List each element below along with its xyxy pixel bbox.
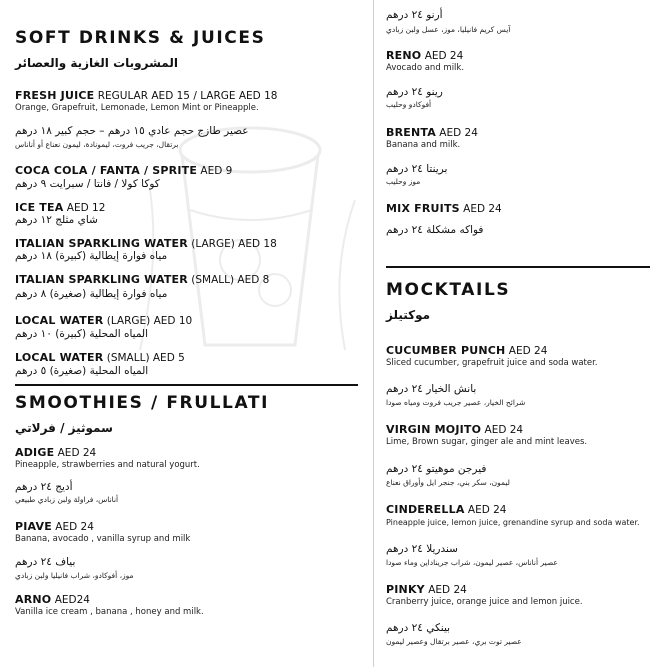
item-name: BRENTA [386, 126, 436, 139]
section-divider [15, 384, 358, 386]
menu-item [15, 351, 185, 365]
menu-item [386, 583, 467, 597]
item-description: Cranberry juice, orange juice and lemon juice. [386, 597, 583, 607]
item-description: Sliced cucumber, grapefruit juice and soda water. [386, 358, 598, 368]
menu-item [386, 344, 547, 358]
item-name-ar: المياه المحلية (كبيرة) ١٠ درهم [15, 328, 149, 340]
item-price: AED 24 [424, 50, 464, 62]
menu-item [15, 446, 96, 460]
item-name: ARNO [15, 593, 52, 606]
menu-item [15, 201, 105, 215]
item-description-ar: عصير أناناس، عصير ليمون، شراب جريناداين وماء صودا [386, 558, 558, 567]
item-description-ar: أناناس، فراولة ولبن زبادي طبيعي [15, 495, 119, 504]
item-price: AED 12 [66, 202, 106, 214]
menu-item [15, 89, 277, 103]
item-description: Pineapple juice, lemon juice, grenandine syrup and soda water. [386, 518, 640, 527]
item-description-ar: أفوكادو وحليب [386, 100, 432, 109]
item-name: CUCUMBER PUNCH [386, 344, 506, 357]
smoothies-heading-ar: سموثيز / فرلاتي [15, 421, 113, 435]
item-description-ar: عصير توت بري، عصير برتقال وعصير ليمون [386, 637, 522, 646]
menu-item [15, 520, 94, 534]
item-price: AED 24 [55, 521, 94, 533]
item-price: AED 24 [428, 584, 467, 596]
item-name-ar: مياه فوارة إيطالية (كبيرة) ١٨ درهم [15, 250, 168, 262]
item-name-ar: عصير طازج حجم عادي ١٥ درهم – حجم كبير ١٨ درهم [15, 125, 249, 137]
item-name-ar: بانش الخيار ٢٤ درهم [386, 383, 477, 395]
item-name-ar: بياف ٢٤ درهم [15, 556, 76, 568]
item-name-ar: سندريلا ٢٤ درهم [386, 543, 458, 555]
menu-item [386, 202, 502, 216]
item-name: PIAVE [15, 520, 52, 533]
item-description-ar: شرائح الخيار، عصير جريب فروت ومياه صودا [386, 398, 526, 407]
item-description-ar: موز، أفوكادو، شراب فانيليا ولبن زبادي [15, 571, 134, 580]
item-description: Vanilla ice cream , banana , honey and milk. [15, 607, 204, 617]
item-name: RENO [386, 49, 422, 62]
mocktails-heading: MOCKTAILS [386, 280, 511, 300]
menu-item [15, 164, 232, 178]
item-name-ar: مياه فوارة إيطالية (صغيرة) ٨ درهم [15, 288, 168, 300]
item-name-ar: شاي مثلج ١٢ درهم [15, 214, 98, 226]
item-name: LOCAL WATER [15, 314, 104, 327]
item-name-ar: أديج ٢٤ درهم [15, 481, 73, 493]
item-description: Orange, Grapefruit, Lemonade, Lemon Mint or Pineapple. [15, 103, 259, 113]
item-name: MIX FRUITS [386, 202, 460, 215]
menu-item [386, 126, 478, 140]
menu-item [386, 49, 463, 63]
item-description: Banana and milk. [386, 140, 461, 150]
item-name: COCA COLA / FANTA / SPRITE [15, 164, 198, 177]
item-price: REGULAR AED 15 / LARGE AED 18 [97, 90, 278, 102]
menu-item [15, 273, 269, 287]
item-name: FRESH JUICE [15, 89, 95, 102]
menu-item [386, 423, 523, 437]
item-description-ar: موز وحليب [386, 177, 421, 186]
item-name-ar: رينو ٢٤ درهم [386, 86, 443, 98]
item-description: Avocado and milk. [386, 63, 465, 73]
item-price: AED 9 [200, 165, 233, 177]
item-price: AED 24 [508, 345, 548, 357]
menu-item [386, 503, 507, 517]
item-name-ar: أرنو ٢٤ درهم [386, 9, 443, 21]
item-price: AED 24 [467, 504, 507, 516]
soft-drinks-heading: SOFT DRINKS & JUICES [15, 28, 266, 48]
item-description-ar: آيس كريم فانيليا، موز، عسل ولبن زبادي [386, 25, 511, 34]
item-description-ar: ليمون، سكر بني، جنجر ايل وأوراق نعناع [386, 478, 510, 487]
item-price: AED 24 [463, 203, 502, 215]
item-name-ar: كوكا كولا / فانتا / سبرايت ٩ درهم [15, 178, 160, 190]
item-name-ar: المياه المحلية (صغيرة) ٥ درهم [15, 365, 149, 377]
smoothies-heading: SMOOTHIES / FRULLATI [15, 393, 270, 413]
item-name-ar: فواكه مشكلة ٢٤ درهم [386, 224, 484, 236]
item-price: AED 24 [439, 127, 478, 139]
item-description: Pineapple, strawberries and natural yogurt. [15, 460, 200, 470]
menu-item [15, 237, 277, 251]
item-name: ICE TEA [15, 201, 64, 214]
section-divider [386, 266, 650, 268]
item-price: (SMALL) AED 8 [191, 274, 270, 286]
item-name: LOCAL WATER [15, 351, 104, 364]
item-name-ar: فيرجن موهيتو ٢٤ درهم [386, 463, 487, 475]
item-name: VIRGIN MOJITO [386, 423, 482, 436]
item-name: ADIGE [15, 446, 55, 459]
item-name: ITALIAN SPARKLING WATER [15, 237, 188, 250]
item-price: AED 24 [57, 447, 97, 459]
mocktails-heading-ar: موكتيلز [386, 308, 431, 322]
item-name: CINDERELLA [386, 503, 465, 516]
item-price: (LARGE) AED 18 [191, 238, 277, 250]
item-name: PINKY [386, 583, 425, 596]
item-name-ar: بينكي ٢٤ درهم [386, 622, 451, 634]
item-price: AED24 [54, 594, 90, 606]
item-description: Lime, Brown sugar, ginger ale and mint leaves. [386, 437, 588, 447]
soft-drinks-heading-ar: المشروبات الغازية والعصائر [15, 56, 178, 70]
column-divider [373, 0, 374, 667]
item-price: (LARGE) AED 10 [106, 315, 193, 327]
item-name: ITALIAN SPARKLING WATER [15, 273, 188, 286]
menu-item [15, 593, 90, 607]
item-price: AED 24 [484, 424, 524, 436]
menu-item [15, 314, 192, 328]
item-name-ar: برينتا ٢٤ درهم [386, 163, 448, 175]
item-description-ar: برتقال، جريب فروت، ليمونادة، ليمون نعناع أو أناناس [15, 140, 179, 149]
item-description: Banana, avocado , vanilla syrup and milk [15, 534, 191, 544]
item-price: (SMALL) AED 5 [106, 352, 185, 364]
